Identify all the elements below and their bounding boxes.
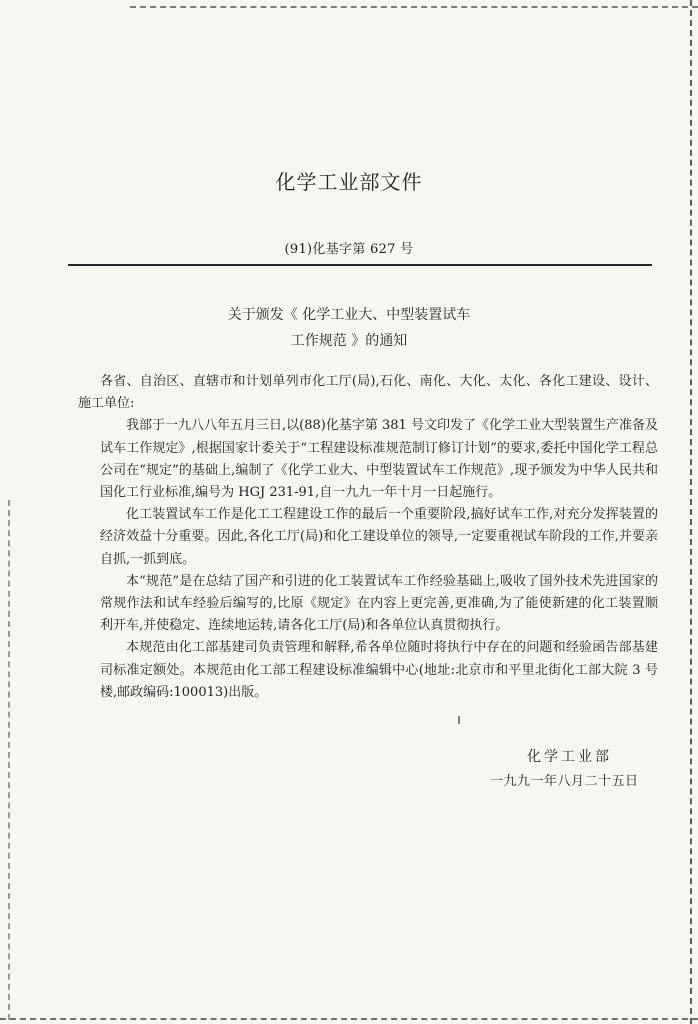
header-divider — [68, 264, 652, 266]
document-number: (91)化基字第 627 号 — [284, 242, 414, 257]
scan-edge-right — [690, 0, 692, 1024]
body-paragraph: 本“规范”是在总结了国产和引进的化工装置试车工作经验基础上,吸收了国外技术先进国家的常规作法和试车经验后编写的,比原《规定》在内容上更完善,更准确,为了能使新建的化工装置顺利开车,并使稳定、连续地运转,请各化工厅(局)和各单位认真贯彻执行。 — [100, 573, 658, 634]
notice-title — [0, 302, 698, 354]
body-paragraph: 化工装置试车工作是化工工程建设工作的最后一个重要阶段,搞好试车工作,对充分发挥装置的经济效益十分重要。因此,各化工厅(局)和化工建设单位的领导,一定要重视试车阶段的工作,并要亲自抓,一抓到底。 — [100, 507, 658, 567]
scan-edge-left — [8, 500, 10, 1020]
body-paragraph: 我部于一九八八年五月三日,以(88)化基字第 381 号文印发了《化学工业大型装置生产准备及试车工作规定》,根据国家计委关于“工程建设标准规范制订修订计划”的要求,委托中国化学工程总公司在“规定”的基础上,编制了《化学工业大、中型装置试车工作规范》,现予颁发为中华人民共和国化工行业标准,编号为 HGJ 231-91,自一九九一年十月一日起施行。 — [100, 418, 658, 501]
scan-edge-top — [130, 6, 698, 8]
signature-date: 一九九一年八月二十五日 — [490, 774, 639, 789]
scan-edge-bottom — [0, 1018, 698, 1020]
page-title: 化学工业部文件 — [275, 170, 423, 194]
body-paragraph: 本规范由化工部基建司负责管理和解释,希各单位随时将执行中存在的问题和经验函告部基建司标准定额处。本规范由化工部工程建设标准编辑中心(地址:北京市和平里北街化工部大院 3 号楼,邮政编码:100013)出版。 — [100, 640, 658, 700]
addressee-paragraph: 各省、自治区、直辖市和计划单列市化工厅(局),石化、南化、大化、太化、各化工建设、设计、施工单位: — [78, 374, 658, 412]
signature-organization: 化学工业部 — [527, 749, 612, 765]
notice-title-line-2: 工作规范 》的通知 — [290, 333, 408, 349]
document-body — [78, 371, 658, 704]
notice-title-line-1: 关于颁发《 化学工业大、中型装置试车 — [227, 307, 471, 323]
scan-speck — [458, 716, 460, 724]
